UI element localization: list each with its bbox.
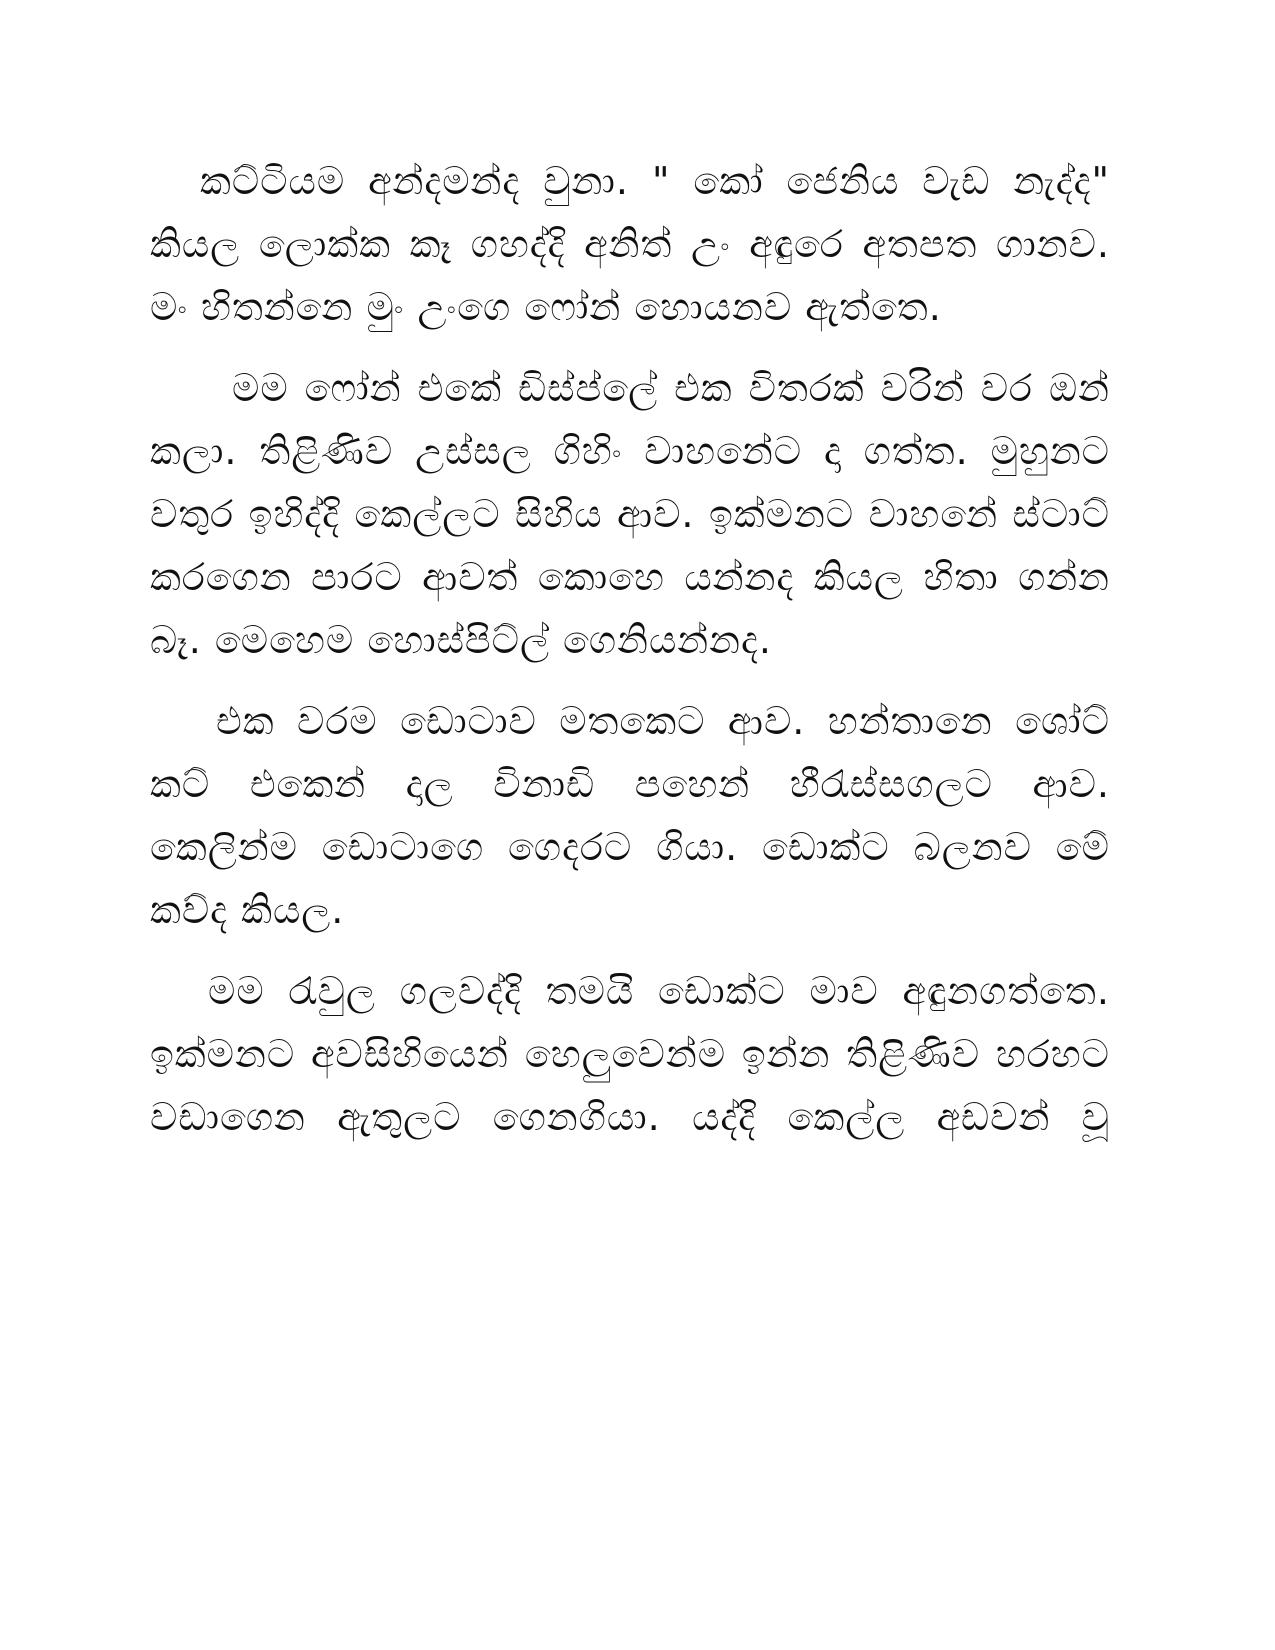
paragraph-4: මම රැවුල ගලවද්දි තමයි ඩොක්ට මාව අඳුනගත්තෙ. ඉක්මනට අවසිහියෙන් හෙලුවෙන්ම ඉන්න තිළිණිව හරහට වඩාගෙන ඇතුලට ගෙනගියා. යද්දි කෙල්ල අඩවන් වූ (150, 969, 1110, 1139)
paragraph-1: කට්ටියම අන්දමන්ද වුනා. " කෝ ජෙනිය වැඩ නැද්ද" කියල ලොක්ක කෑ ගහද්දි අනිත් උං අඳුරෙ අතපත ගානව. මං හිතන්නෙ මුං උංගෙ ෆෝන් හොයනව ඇත්තෙ. (150, 159, 1110, 329)
body-text (150, 150, 1110, 1167)
paragraph-3: එක වරම ඩොටාව මතකෙට ආව. හන්තානෙ ශෝට් කට් එකෙන් දාල විනාඩි පහෙන් හීරැස්සගලට ආව. කෙලින්ම ඩොටාගෙ ගෙදරට ගියා. ඩොක්ට බලනව මේ කව්ද කියල. (150, 699, 1110, 932)
paragraph-2: මම ෆෝන් එකේ ඩිස්ප්ලේ එක විතරක් වරින් වර ඔන් කලා. තිළිණිව උස්සල ගිහිං වාහනේට දා ගත්ත. මුහුනට වතුර ඉහිද්දි කෙල්ලට සිහිය ආව. ඉක්මනට වාහනේ ස්ටාට් කරගෙන පාරට ආවත් කොහෙ යන්නද කියල හිතා ගන්න බෑ. මෙහෙම හොස්පිට්ල් ගෙනියන්නද. (150, 366, 1110, 662)
